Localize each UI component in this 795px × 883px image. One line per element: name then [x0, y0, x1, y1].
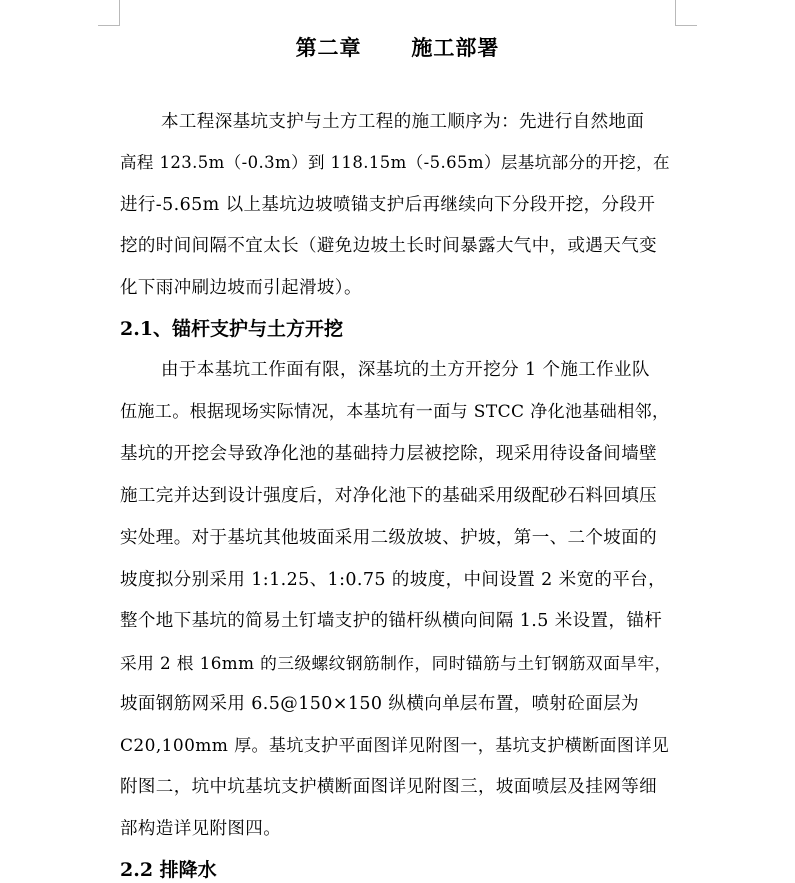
crop-mark-top-right-vertical — [675, 0, 676, 26]
section-1-line: 实处理。对于基坑其他坡面采用二级放坡、护坡，第一、二个坡面的 — [120, 528, 657, 548]
intro-line: 进行-5.65m 以上基坑边坡喷锚支护后再继续向下分段开挖，分段开 — [120, 195, 656, 215]
chapter-title: 第二章 施工部署 — [295, 35, 500, 60]
section-1-line: 坡面钢筋网采用 6.5@150×150 纵横向单层布置，喷射砼面层为 — [120, 694, 640, 714]
section-1-line: 附图二，坑中坑基坑支护横断面图详见附图三，坡面喷层及挂网等细 — [120, 777, 657, 797]
section-1-line: C20,100mm 厚。基坑支护平面图详见附图一，基坑支护横断面图详见 — [120, 736, 670, 756]
section-heading-2-2: 2.2 排降水 — [120, 859, 217, 881]
section-1-line: 施工完并达到设计强度后，对净化池下的基础采用级配砂石料回填压 — [120, 486, 657, 506]
crop-mark-top-right-horizontal — [675, 25, 697, 26]
section-1-line: 部构造详见附图四。 — [120, 819, 282, 839]
section-1-line: 整个地下基坑的简易土钉墙支护的锚杆纵横向间隔 1.5 米设置，锚杆 — [120, 611, 663, 631]
intro-line: 高程 123.5m（-0.3m）到 118.15m（-5.65m）层基坑部分的开挖，在 — [120, 153, 670, 172]
crop-mark-top-left-horizontal — [98, 25, 120, 26]
section-1-line: 基坑的开挖会导致净化池的基础持力层被挖除，现采用待设备间墙壁 — [120, 444, 657, 464]
crop-mark-top-left-vertical — [119, 0, 120, 26]
section-1-line: 坡度拟分别采用 1:1.25、1:0.75 的坡度，中间设置 2 米宽的平台， — [120, 570, 666, 590]
section-1-line: 采用 2 根 16mm 的三级螺纹钢筋制作，同时锚筋与土钉钢筋双面旱牢， — [120, 653, 672, 673]
section-1-line: 伍施工。根据现场实际情况，本基坑有一面与 STCC 净化池基础相邻， — [120, 402, 670, 422]
intro-line: 本工程深基坑支护与土方工程的施工顺序为：先进行自然地面 — [161, 112, 645, 132]
intro-line: 挖的时间间隔不宜太长（避免边坡土长时间暴露大气中，或遇天气变 — [120, 236, 657, 256]
section-heading-2-1: 2.1、锚杆支护与土方开挖 — [120, 318, 344, 340]
intro-line: 化下雨冲刷边坡而引起滑坡）。 — [120, 278, 362, 298]
section-1-line: 由于本基坑工作面有限，深基坑的土方开挖分 1 个施工作业队 — [161, 360, 650, 380]
